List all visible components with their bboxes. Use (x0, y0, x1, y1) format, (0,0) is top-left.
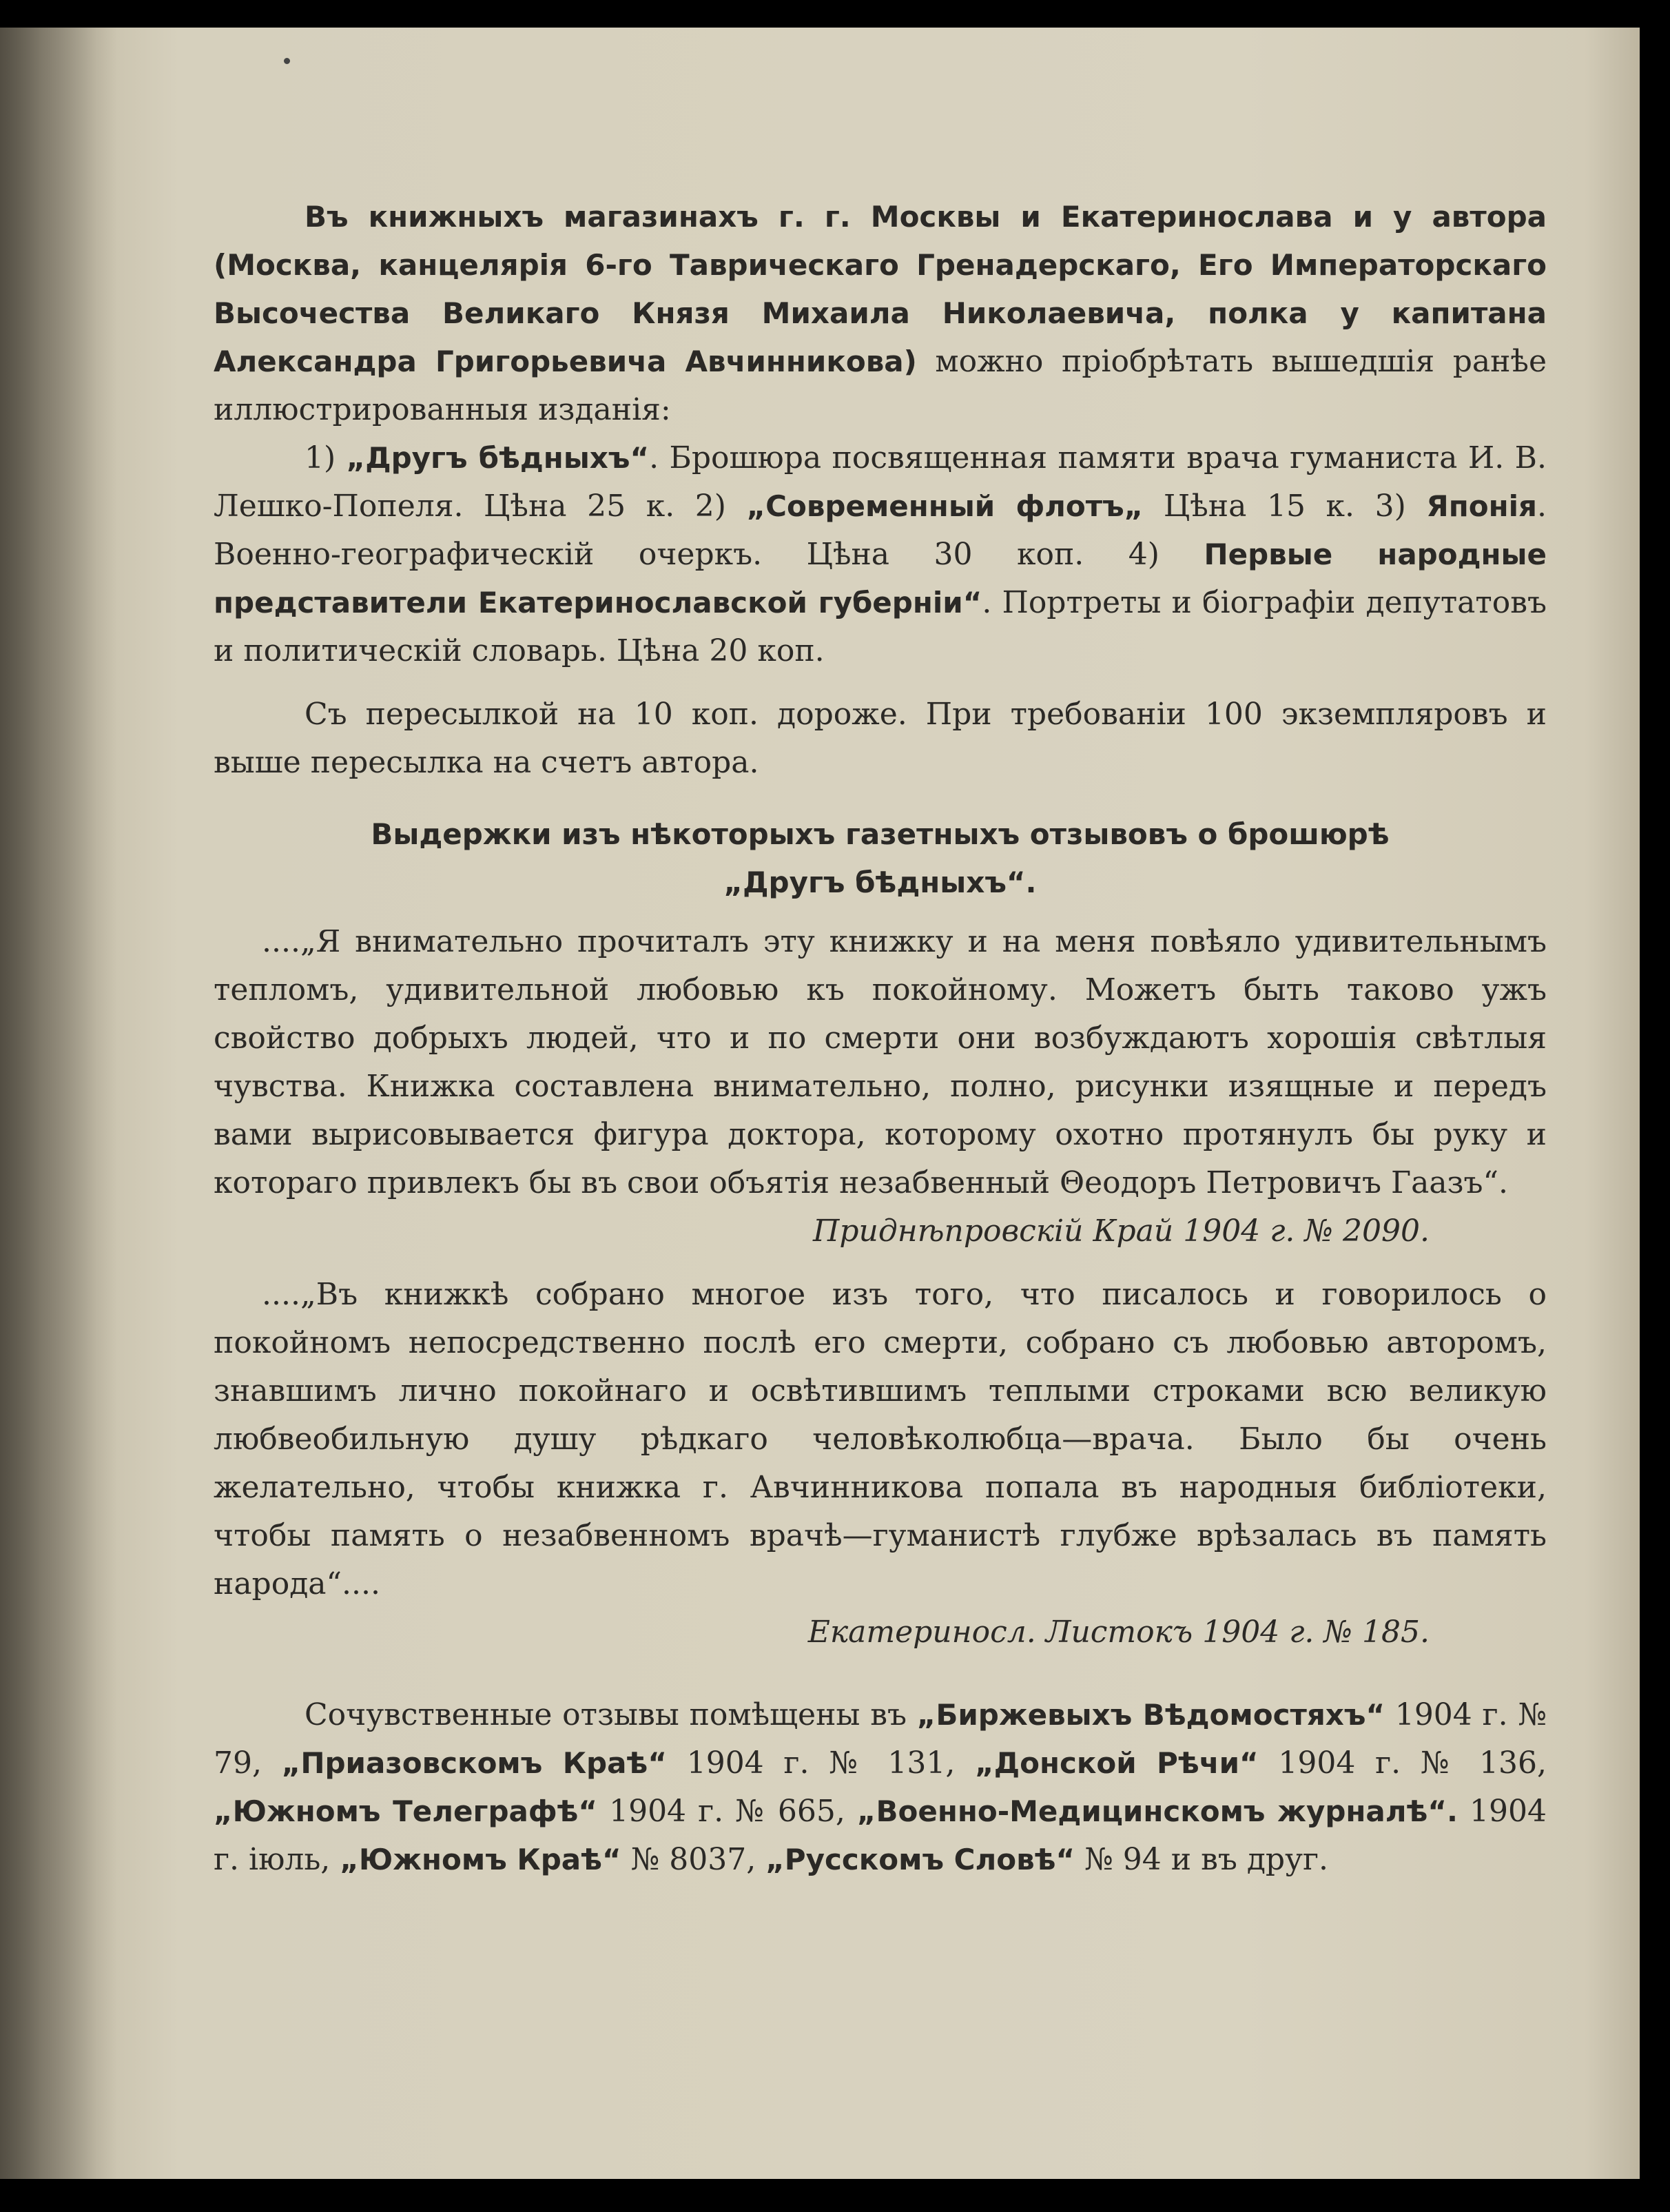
closing-paragraph (214, 1691, 1547, 1884)
edition-desc-4: . Портреты и біографіи депутатовъ и политическій словарь. Цѣна 20 коп. (214, 585, 1547, 668)
spacer (214, 1256, 1547, 1271)
newspaper-name: „Военно-Медицинскомъ журналѣ“. (856, 1794, 1458, 1828)
intro-rest: можно пріобрѣтать вышедшія ранѣе иллюстрированныя изданія: (214, 344, 1547, 427)
edition-title-4: Первые народные представители Екатеринославской губерніи“ (214, 537, 1547, 619)
book-page (0, 28, 1640, 2179)
spacer (214, 1657, 1547, 1691)
edition-title-1: „Другъ бѣдныхъ“ (346, 441, 650, 475)
newspaper-name: „Донской Рѣчи“ (975, 1746, 1259, 1780)
edition-title-3: Японія (1426, 489, 1538, 523)
newspaper-name: „Русскомъ Словѣ“ (765, 1843, 1075, 1876)
closing-text: 1904 г. іюль, (214, 1794, 1547, 1877)
reviews-heading-line1: Выдержки изъ нѣкоторыхъ газетныхъ отзывовъ о брошюрѣ (371, 817, 1390, 851)
newspaper-name: „Южномъ Краѣ“ (340, 1843, 621, 1876)
closing-text: 1904 г. № 131, (666, 1745, 976, 1781)
edition-desc-3: . Военно-географическій очеркъ. Цѣна 30 коп. 4) (214, 489, 1547, 572)
newspaper-name: „Южномъ Телеграфѣ“ (214, 1794, 598, 1828)
reviews-heading-line2: „Другъ бѣдныхъ“. (723, 866, 1037, 899)
closing-text: 1904 г. № 665, (597, 1794, 857, 1829)
newspaper-name: „Биржевыхъ Вѣдомостяхъ“ (916, 1698, 1385, 1732)
intro-paragraph (214, 193, 1547, 434)
list-number: 1) (305, 440, 347, 475)
reviews-heading (214, 810, 1547, 907)
closing-text: Сочувственные отзывы помѣщены въ (305, 1697, 917, 1732)
shipping-paragraph: Съ пересылкой на 10 коп. дороже. При требованіи 100 экземпляровъ и выше пересылка на счетъ автора. (214, 697, 1547, 780)
intro-bold: Въ книжныхъ магазинахъ г. г. Москвы и Екатеринослава и у автора (Москва, канцелярія 6-го Таврическаго Гренадерскаго, Его Императорскаго Высочества Великаго Князя Михаила Николаевича, полка у капитана Александра Григорьевича Авчинникова) (214, 200, 1547, 378)
page-text (214, 193, 1547, 1884)
edition-desc-1: . Брошюра посвященная памяти врача гуманиста И. В. Лешко-Попеля. Цѣна 25 к. 2) (214, 440, 1547, 524)
edition-desc-2: Цѣна 15 к. 3) (1143, 489, 1427, 524)
newspaper-name: „Приазовскомъ Краѣ“ (281, 1746, 667, 1780)
review-1-source: Приднѣпровскій Край 1904 г. № 2090. (812, 1213, 1430, 1249)
closing-text: 1904 г. № 79, (214, 1697, 1547, 1781)
review-2-source: Екатериносл. Листокъ 1904 г. № 185. (807, 1615, 1430, 1650)
editions-list (214, 434, 1547, 675)
spacer (214, 675, 1547, 690)
review-2-text: ....„Въ книжкѣ собрано многое изъ того, что писалось и говорилось о покойномъ непосредственно послѣ его смерти, собрано съ любовью авторомъ, знавшимъ лично покойнаго и освѣтившимъ теплыми строками всю великую любвеобильную душу рѣдкаго человѣколюбца—врача. Было бы очень желательно, чтобы книжка г. Авчинникова попала въ народныя библіотеки, чтобы память о незабвенномъ врачѣ—гуманистѣ глубже врѣзалась въ память народа“.... (214, 1277, 1547, 1601)
ink-dot (284, 58, 290, 64)
edition-title-2: „Современный флотъ„ (746, 489, 1144, 523)
closing-text: 1904 г. № 136, (1258, 1745, 1547, 1781)
closing-text: № 8037, (621, 1842, 766, 1877)
review-1-text: ....„Я внимательно прочиталъ эту книжку и на меня повѣяло удивительнымъ тепломъ, удивительной любовью къ покойному. Можетъ быть таково ужъ свойство добрыхъ людей, что и по смерти они возбуждаютъ хорошія свѣтлыя чувства. Книжка составлена внимательно, полно, рисунки изящные и передъ вами вырисовывается фигура доктора, которому охотно протянулъ бы руку и котораго привлекъ бы въ свои объятія незабвенный Θеодоръ Петровичъ Гаазъ“. (214, 924, 1547, 1200)
closing-text: № 94 и въ друг. (1075, 1842, 1329, 1877)
